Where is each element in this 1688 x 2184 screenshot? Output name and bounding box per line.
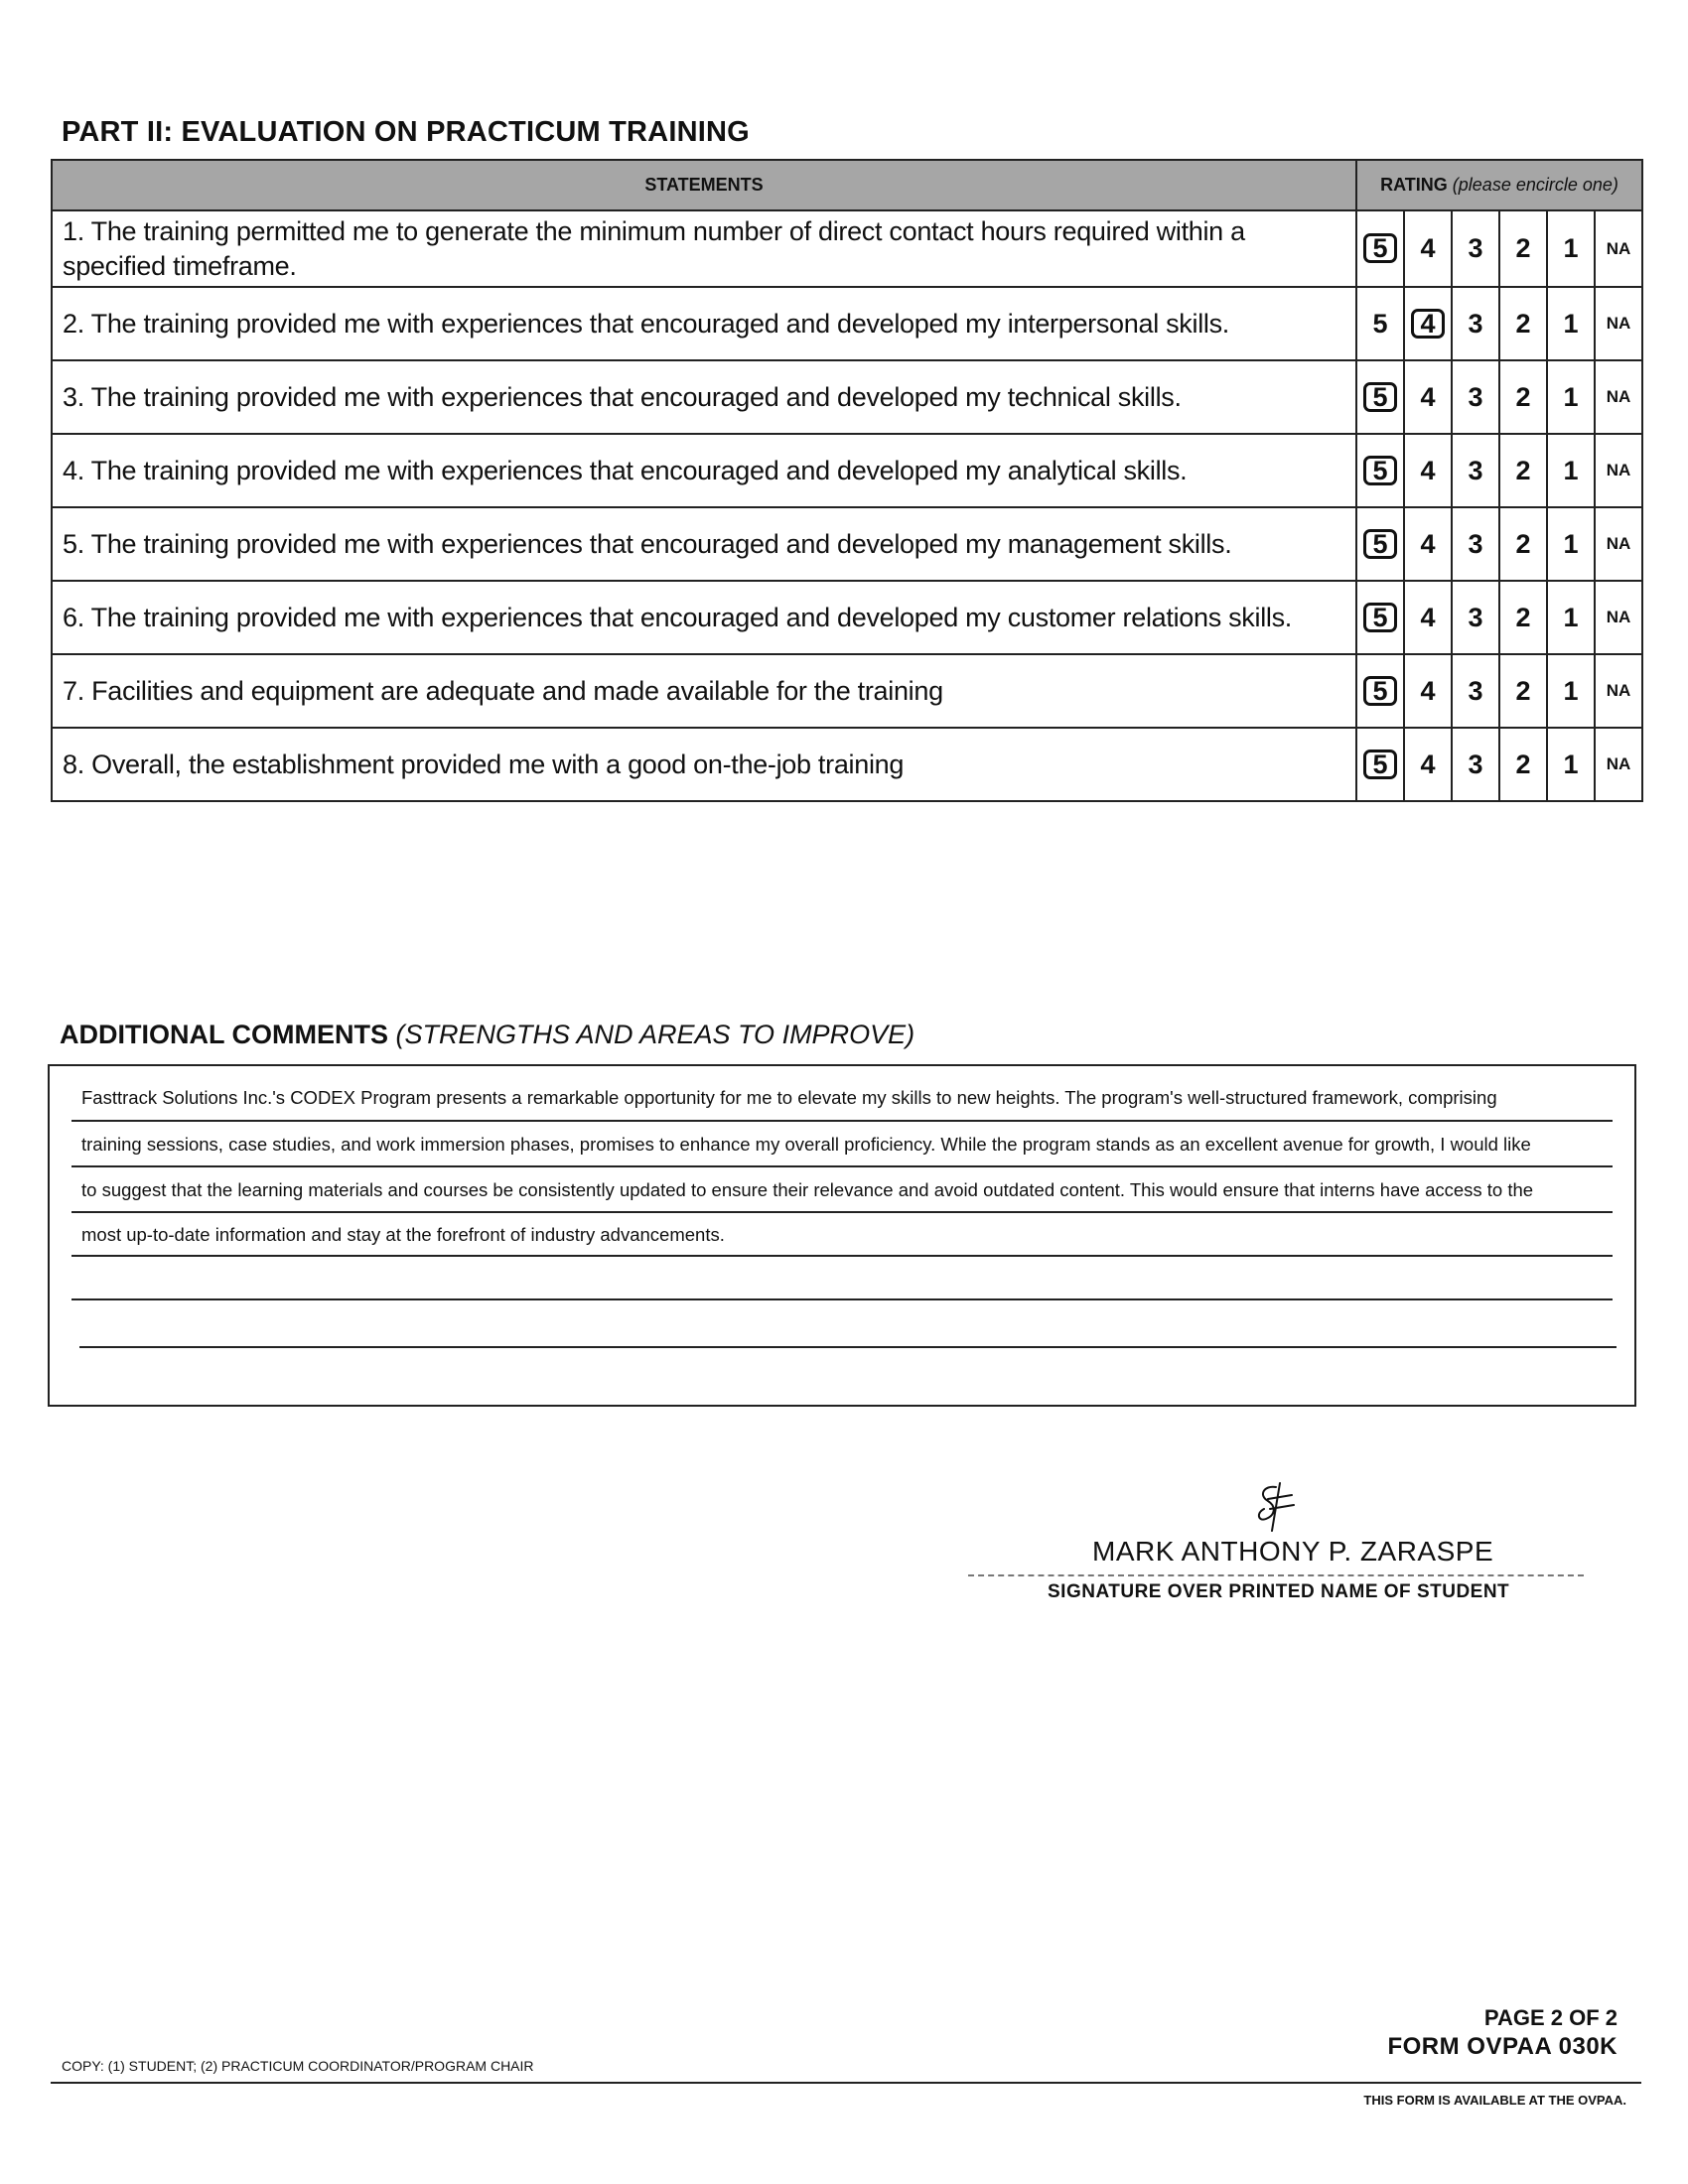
rating-cell-4[interactable] xyxy=(1404,210,1452,287)
rating-value-selected: 4 xyxy=(1411,309,1444,339)
rating-value-selected: 5 xyxy=(1363,750,1396,779)
comment-rule xyxy=(71,1165,1613,1167)
rating-value-selected: 5 xyxy=(1363,456,1396,485)
rating-value: 1 xyxy=(1563,233,1579,263)
rating-cell-na[interactable] xyxy=(1595,507,1642,581)
comments-title xyxy=(60,1020,914,1050)
rating-value: 3 xyxy=(1468,381,1483,412)
rating-cell-na[interactable] xyxy=(1595,434,1642,507)
rating-cell-1[interactable] xyxy=(1547,287,1595,360)
rating-value: 3 xyxy=(1468,749,1483,779)
table-row xyxy=(52,581,1642,654)
comment-rule xyxy=(71,1211,1613,1213)
rating-cell-2[interactable] xyxy=(1499,360,1547,434)
rating-value: NA xyxy=(1606,608,1631,626)
comment-rule xyxy=(71,1255,1613,1257)
rating-cell-1[interactable] xyxy=(1547,507,1595,581)
rating-value: 4 xyxy=(1420,749,1436,779)
rating-value: NA xyxy=(1606,238,1631,258)
comment-rule xyxy=(71,1120,1613,1122)
rating-cell-4[interactable] xyxy=(1404,434,1452,507)
rating-cell-3[interactable] xyxy=(1452,654,1499,728)
comment-line-3: to suggest that the learning materials and courses be consistently updated to ensure their relevance and avoid outdated content. This would ensure that interns have access to the xyxy=(81,1179,1534,1200)
signature-mark xyxy=(1246,1479,1306,1539)
rating-cell-na[interactable] xyxy=(1595,360,1642,434)
rating-cell-3[interactable] xyxy=(1452,581,1499,654)
table-header-row xyxy=(52,160,1642,210)
rating-value: 4 xyxy=(1420,602,1436,632)
rating-value: 2 xyxy=(1515,528,1531,559)
rating-value: 1 xyxy=(1563,602,1579,632)
rating-value: 3 xyxy=(1468,455,1483,485)
rating-cell-4[interactable] xyxy=(1404,654,1452,728)
rating-value-selected: 5 xyxy=(1363,676,1396,706)
comments-subtitle: (STRENGTHS AND AREAS TO IMPROVE) xyxy=(395,1020,915,1049)
rating-value: NA xyxy=(1606,754,1631,773)
rating-value-selected: 5 xyxy=(1363,382,1396,412)
rating-value: 2 xyxy=(1515,602,1531,632)
rating-value: 1 xyxy=(1563,381,1579,412)
statement-cell: 6. The training provided me with experiences that encouraged and developed my customer relations skills. xyxy=(52,581,1356,654)
rating-cell-5[interactable] xyxy=(1356,287,1404,360)
rating-value: 4 xyxy=(1420,455,1436,485)
signature-caption: SIGNATURE OVER PRINTED NAME OF STUDENT xyxy=(1048,1581,1510,1602)
rating-value: 3 xyxy=(1468,308,1483,339)
rating-cell-4[interactable] xyxy=(1404,507,1452,581)
rating-value: 4 xyxy=(1420,381,1436,412)
rating-cell-4[interactable] xyxy=(1404,581,1452,654)
rating-value: 1 xyxy=(1563,749,1579,779)
rating-cell-5[interactable] xyxy=(1356,434,1404,507)
rating-cell-5[interactable] xyxy=(1356,507,1404,581)
section-title: PART II: EVALUATION ON PRACTICUM TRAINING xyxy=(62,116,750,148)
student-name: MARK ANTHONY P. ZARASPE xyxy=(1092,1536,1494,1567)
rating-cell-5[interactable] xyxy=(1356,728,1404,801)
rating-cell-1[interactable] xyxy=(1547,360,1595,434)
rating-value: 2 xyxy=(1515,308,1531,339)
table-row xyxy=(52,728,1642,801)
rating-cell-5[interactable] xyxy=(1356,581,1404,654)
rating-cell-na[interactable] xyxy=(1595,654,1642,728)
rating-value: 5 xyxy=(1372,308,1388,339)
rating-value: NA xyxy=(1606,387,1631,406)
rating-value: 3 xyxy=(1468,233,1483,263)
rating-value: NA xyxy=(1606,461,1631,479)
rating-cell-1[interactable] xyxy=(1547,654,1595,728)
statement-cell: 1. The training permitted me to generate the minimum number of direct contact hours required within a specified timeframe. xyxy=(52,210,1356,287)
rating-value: 1 xyxy=(1563,675,1579,706)
rating-cell-1[interactable] xyxy=(1547,434,1595,507)
comment-line-1: Fasttrack Solutions Inc.'s CODEX Program presents a remarkable opportunity for me to elevate my skills to new heights. The program's well-structured framework, comprising xyxy=(81,1087,1497,1108)
rating-cell-na[interactable] xyxy=(1595,581,1642,654)
rating-cell-na[interactable] xyxy=(1595,287,1642,360)
rating-cell-5[interactable] xyxy=(1356,654,1404,728)
statement-cell: 4. The training provided me with experiences that encouraged and developed my analytical skills. xyxy=(52,434,1356,507)
rating-header xyxy=(1356,160,1642,210)
page-number: PAGE 2 OF 2 xyxy=(1483,2005,1618,2030)
comments-title-label: ADDITIONAL COMMENTS xyxy=(60,1020,388,1049)
rating-cell-1[interactable] xyxy=(1547,210,1595,287)
rating-value: 1 xyxy=(1563,528,1579,559)
rating-cell-2[interactable] xyxy=(1499,287,1547,360)
rating-value: NA xyxy=(1606,681,1631,700)
comment-rule xyxy=(71,1298,1613,1300)
comment-line-2: training sessions, case studies, and work immersion phases, promises to enhance my overall proficiency. While the program stands as an excellent avenue for growth, I would like xyxy=(81,1134,1531,1155)
rating-cell-4[interactable] xyxy=(1404,287,1452,360)
rating-cell-1[interactable] xyxy=(1547,581,1595,654)
comment-line-4: most up-to-date information and stay at the forefront of industry advancements. xyxy=(81,1224,725,1245)
rating-value: 1 xyxy=(1563,308,1579,339)
statement-cell: 7. Facilities and equipment are adequate and made available for the training xyxy=(52,654,1356,728)
rating-cell-2[interactable] xyxy=(1499,507,1547,581)
rating-cell-5[interactable] xyxy=(1356,210,1404,287)
table-row xyxy=(52,360,1642,434)
evaluation-table xyxy=(51,159,1643,802)
rating-cell-4[interactable] xyxy=(1404,728,1452,801)
rating-value: 2 xyxy=(1515,749,1531,779)
statement-cell: 5. The training provided me with experiences that encouraged and developed my management skills. xyxy=(52,507,1356,581)
rating-value: 2 xyxy=(1515,455,1531,485)
rating-cell-na[interactable] xyxy=(1595,210,1642,287)
rating-value: 3 xyxy=(1468,528,1483,559)
table-row xyxy=(52,210,1642,287)
statement-cell: 2. The training provided me with experiences that encouraged and developed my interpersonal skills. xyxy=(52,287,1356,360)
rating-cell-1[interactable] xyxy=(1547,728,1595,801)
rating-cell-3[interactable] xyxy=(1452,507,1499,581)
rating-cell-5[interactable] xyxy=(1356,360,1404,434)
rating-value-selected: 5 xyxy=(1363,233,1396,263)
copy-distribution: COPY: (1) STUDENT; (2) PRACTICUM COORDINATOR/PROGRAM CHAIR xyxy=(62,2058,534,2074)
rating-cell-4[interactable] xyxy=(1404,360,1452,434)
rating-header-label: RATING xyxy=(1380,175,1448,195)
availability-note: THIS FORM IS AVAILABLE AT THE OVPAA. xyxy=(1363,2093,1626,2108)
statement-cell: 8. Overall, the establishment provided me with a good on-the-job training xyxy=(52,728,1356,801)
rating-cell-2[interactable] xyxy=(1499,210,1547,287)
rating-value: 4 xyxy=(1420,528,1436,559)
rating-cell-3[interactable] xyxy=(1452,287,1499,360)
rating-value: 3 xyxy=(1468,675,1483,706)
rating-cell-2[interactable] xyxy=(1499,728,1547,801)
table-row xyxy=(52,507,1642,581)
rating-cell-2[interactable] xyxy=(1499,654,1547,728)
rating-value: NA xyxy=(1606,534,1631,553)
rating-cell-3[interactable] xyxy=(1452,360,1499,434)
rating-value-selected: 5 xyxy=(1363,529,1396,559)
rating-value: NA xyxy=(1606,314,1631,333)
comment-rule xyxy=(79,1346,1617,1348)
comments-box xyxy=(48,1064,1636,1407)
rating-cell-2[interactable] xyxy=(1499,434,1547,507)
rating-value: 1 xyxy=(1563,455,1579,485)
rating-cell-3[interactable] xyxy=(1452,728,1499,801)
rating-cell-3[interactable] xyxy=(1452,434,1499,507)
table-row xyxy=(52,434,1642,507)
rating-header-note: (please encircle one) xyxy=(1452,175,1618,195)
statement-cell: 3. The training provided me with experiences that encouraged and developed my technical skills. xyxy=(52,360,1356,434)
footer-rule xyxy=(51,2082,1641,2084)
rating-cell-2[interactable] xyxy=(1499,581,1547,654)
rating-cell-3[interactable] xyxy=(1452,210,1499,287)
rating-value-selected: 5 xyxy=(1363,603,1396,632)
table-row xyxy=(52,654,1642,728)
rating-value: 2 xyxy=(1515,233,1531,263)
signature-line xyxy=(968,1574,1584,1576)
rating-value: 3 xyxy=(1468,602,1483,632)
rating-value: 4 xyxy=(1420,675,1436,706)
statements-header: STATEMENTS xyxy=(52,160,1356,210)
rating-cell-na[interactable] xyxy=(1595,728,1642,801)
rating-value: 2 xyxy=(1515,381,1531,412)
table-row xyxy=(52,287,1642,360)
rating-value: 2 xyxy=(1515,675,1531,706)
rating-value: 4 xyxy=(1420,233,1436,263)
form-number: FORM OVPAA 030K xyxy=(1387,2033,1618,2060)
